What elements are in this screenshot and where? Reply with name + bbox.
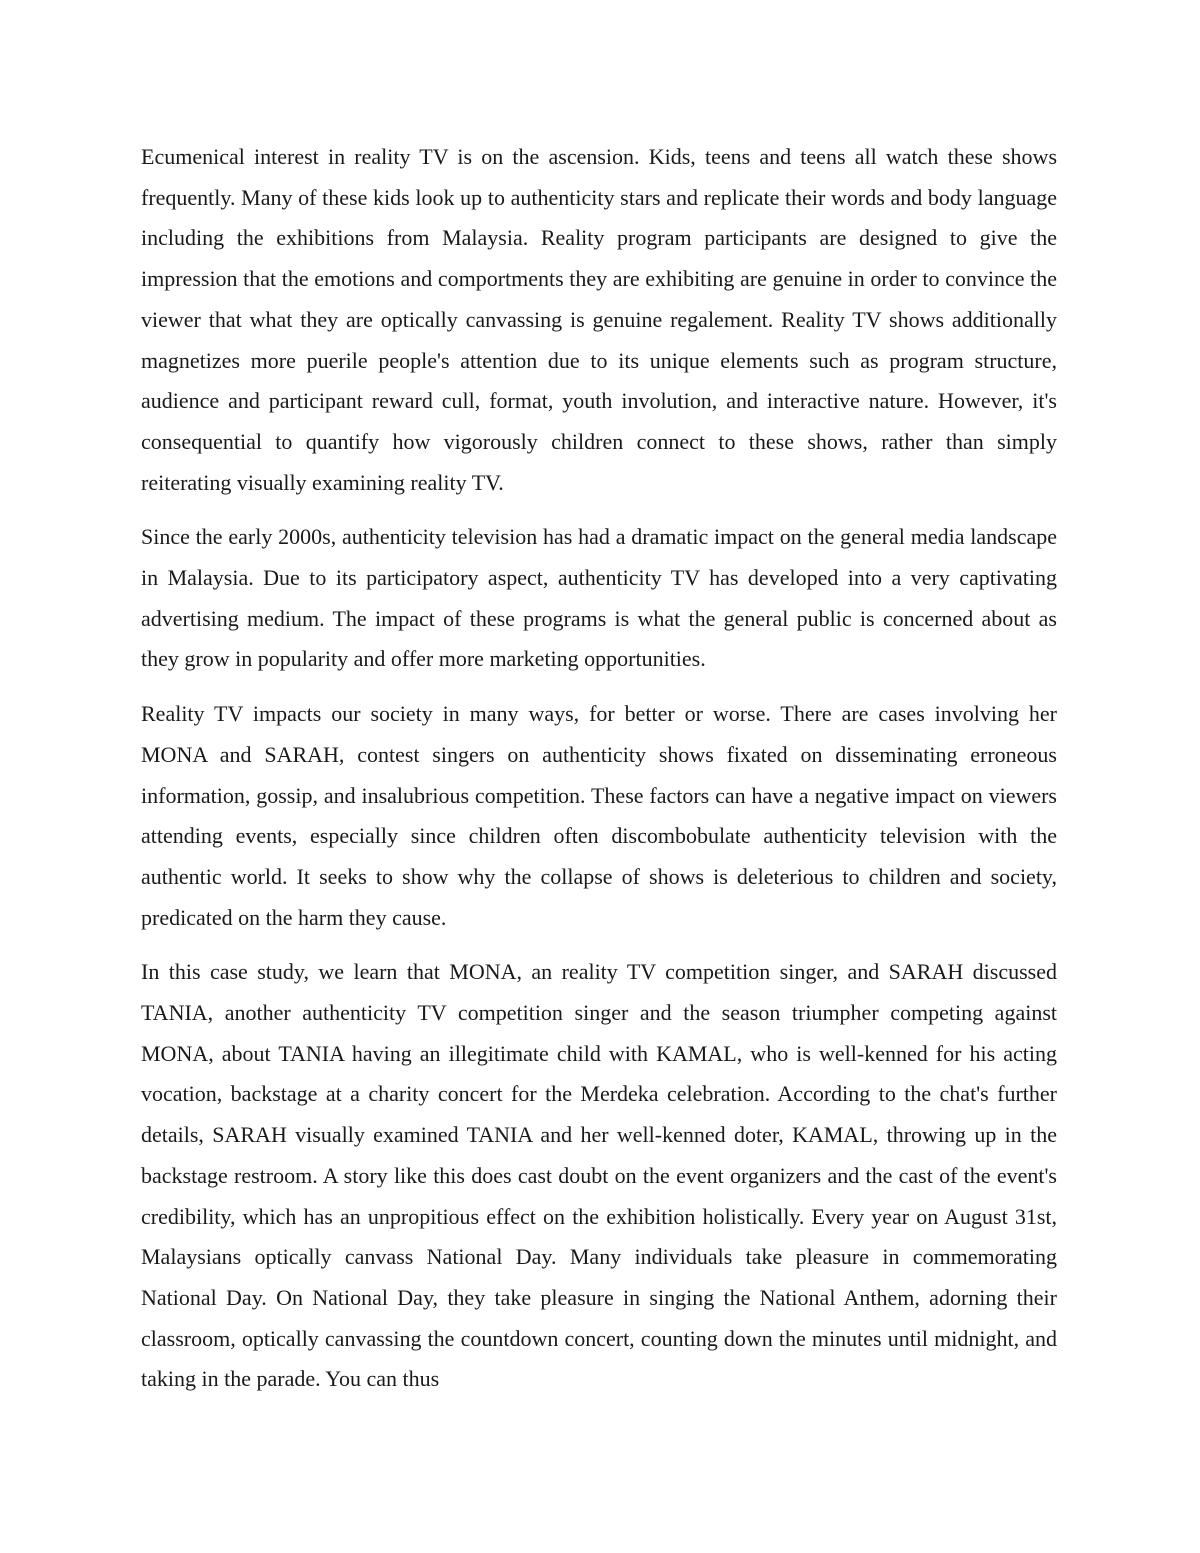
document-body	[141, 137, 1057, 1414]
paragraph-2: Since the early 2000s, authenticity television has had a dramatic impact on the general media landscape in Malaysia. Due to its participatory aspect, authenticity TV has developed into a very captivating advertising medium. The impact of these programs is what the general public is concerned about as they grow in popularity and offer more marketing opportunities.	[141, 524, 1057, 672]
paragraph-1: Ecumenical interest in reality TV is on the ascension. Kids, teens and teens all watch these shows frequently. Many of these kids look up to authenticity stars and replicate their words and body language including the exhibitions from Malaysia. Reality program participants are designed to give the impression that the emotions and comportments they are exhibiting are genuine in order to convince the viewer that what they are optically canvassing is genuine regalement. Reality TV shows additionally magnetizes more puerile people's attention due to its unique elements such as program structure, audience and participant reward cull, format, youth involution, and interactive nature. However, it's consequential to quantify how vigorously children connect to these shows, rather than simply reiterating visually examining reality TV.	[141, 144, 1057, 495]
paragraph-4: In this case study, we learn that MONA, an reality TV competition singer, and SARAH discussed TANIA, another authenticity TV competition singer and the season triumpher competing against MONA, about TANIA having an illegitimate child with KAMAL, who is well-kenned for his acting vocation, backstage at a charity concert for the Merdeka celebration. According to the chat's further details, SARAH visually examined TANIA and her well-kenned doter, KAMAL, throwing up in the backstage restroom. A story like this does cast doubt on the event organizers and the cast of the event's credibility, which has an unpropitious effect on the exhibition holistically. Every year on August 31st, Malaysians optically canvass National Day. Many individuals take pleasure in commemorating National Day. On National Day, they take pleasure in singing the National Anthem, adorning their classroom, optically canvassing the countdown concert, counting down the minutes until midnight, and taking in the parade. You can thus	[141, 959, 1057, 1392]
paragraph-3: Reality TV impacts our society in many ways, for better or worse. There are cases involving her MONA and SARAH, contest singers on authenticity shows fixated on disseminating erroneous information, gossip, and insalubrious competition. These factors can have a negative impact on viewers attending events, especially since children often discombobulate authenticity television with the authentic world. It seeks to show why the collapse of shows is deleterious to children and society, predicated on the harm they cause.	[141, 701, 1057, 930]
